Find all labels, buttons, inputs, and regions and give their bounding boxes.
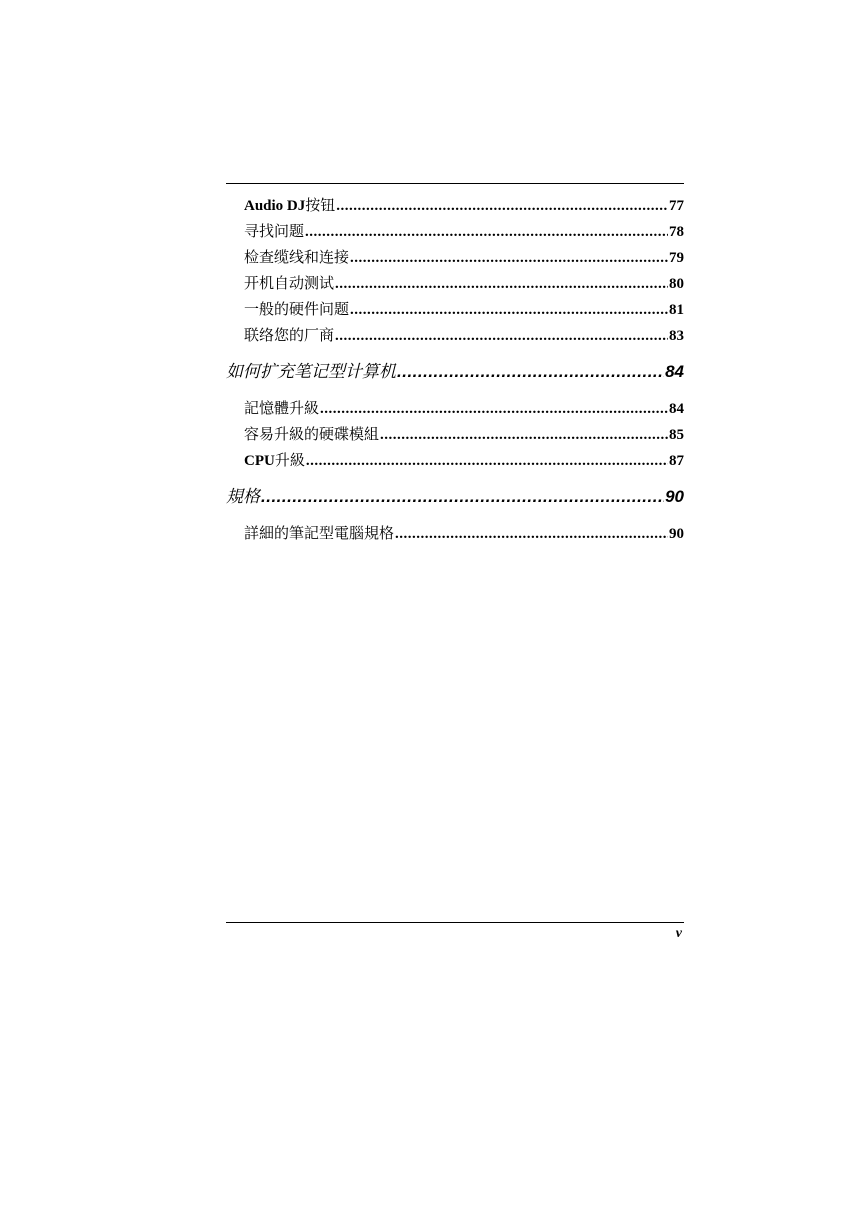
toc-entry-hdd-module[interactable] <box>226 421 684 447</box>
toc-entry-page: 77 <box>669 198 684 214</box>
toc-chapter-page: 84 <box>665 362 684 381</box>
toc-entry-page: 81 <box>669 302 684 318</box>
page-number: v <box>675 926 682 941</box>
toc-entry-title: 記憶體升級 <box>244 399 320 417</box>
toc-entry-page: 83 <box>669 328 684 344</box>
toc-chapter-title: 規格 <box>226 487 260 507</box>
toc-entry-page: 78 <box>669 224 684 240</box>
dot-leader <box>320 396 668 422</box>
toc-entry-check-cables[interactable] <box>226 244 684 270</box>
footer-rule <box>226 922 684 923</box>
dot-leader <box>350 297 668 323</box>
dot-leader <box>306 448 668 474</box>
dot-leader <box>395 521 668 547</box>
toc-entry-page: 85 <box>669 427 684 443</box>
toc-entry-page: 80 <box>669 276 684 292</box>
toc-entry-title: 检查缆线和连接 <box>244 248 350 266</box>
toc-entry-troubleshooting[interactable] <box>226 218 684 244</box>
toc-entry-title: 寻找问题 <box>244 222 305 240</box>
toc-entry-page: 87 <box>669 453 684 469</box>
toc-entry-title: 升級 <box>274 451 305 469</box>
dot-leader <box>397 354 664 390</box>
toc-chapter-specifications[interactable] <box>226 479 684 515</box>
toc-entry-title-latin: Audio DJ <box>244 198 306 214</box>
toc-entry-hardware-problems[interactable] <box>226 296 684 322</box>
dot-leader <box>380 422 668 448</box>
toc-entry-post[interactable] <box>226 270 684 296</box>
toc-entry-memory-upgrade[interactable] <box>226 395 684 421</box>
toc-entry-title: 按钮 <box>305 196 336 214</box>
toc-chapter-upgrade[interactable] <box>226 354 684 390</box>
toc-entry-contact-vendor[interactable] <box>226 322 684 348</box>
table-of-contents <box>226 192 684 546</box>
toc-chapter-title: 如何扩充笔记型计算机 <box>226 362 396 382</box>
toc-chapter-page: 90 <box>665 487 684 506</box>
dot-leader <box>350 245 668 271</box>
toc-entry-title-latin: CPU <box>244 453 275 469</box>
toc-entry-cpu-upgrade[interactable] <box>226 447 684 473</box>
toc-entry-title: 一般的硬件问题 <box>244 300 350 318</box>
toc-entry-page: 90 <box>669 526 684 542</box>
dot-leader <box>336 193 668 219</box>
dot-leader <box>335 323 668 349</box>
dot-leader <box>261 479 664 515</box>
toc-entry-page: 79 <box>669 250 684 266</box>
toc-entry-page: 84 <box>669 401 684 417</box>
header-rule <box>226 183 684 184</box>
dot-leader <box>305 219 668 245</box>
toc-entry-title: 联络您的厂商 <box>244 326 335 344</box>
toc-entry-title: 开机自动测试 <box>244 274 335 292</box>
toc-entry-detailed-specs[interactable] <box>226 520 684 546</box>
toc-entry-title: 容易升級的硬碟模組 <box>244 425 380 443</box>
dot-leader <box>335 271 668 297</box>
toc-entry-title: 詳細的筆記型電腦規格 <box>244 524 395 542</box>
toc-entry-audio-dj-button[interactable] <box>226 192 684 218</box>
